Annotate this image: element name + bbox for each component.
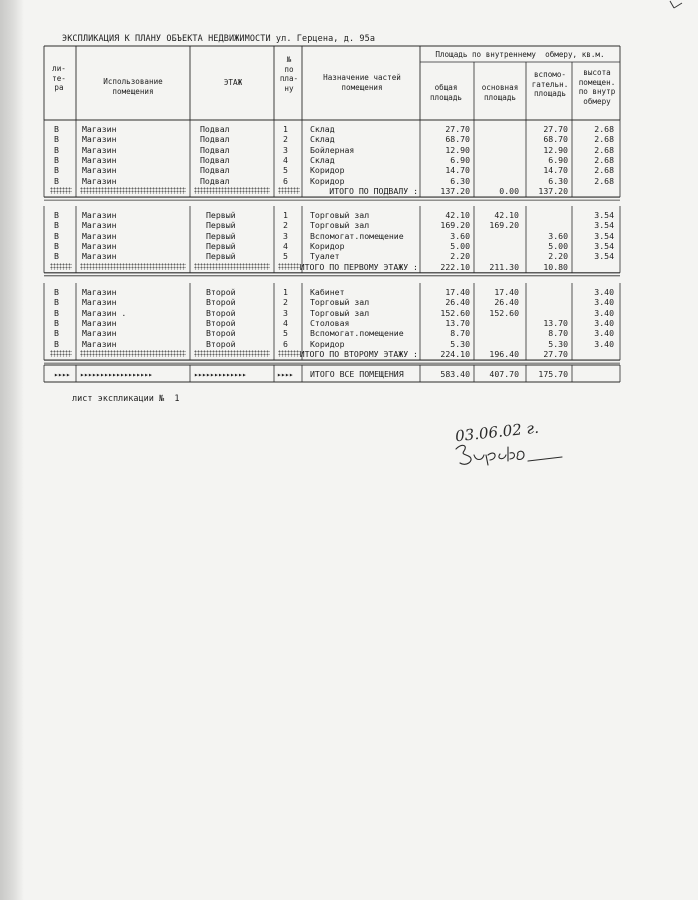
row-usage: Магазин [82, 124, 117, 134]
row-aux: 8.70 [548, 328, 568, 339]
header-height: высота помещен. по внутр обмеру [578, 68, 616, 106]
row-purpose: Коридор [310, 240, 345, 251]
row-height: 3.40 [594, 287, 614, 297]
row-height: 3.40 [594, 297, 614, 308]
row-height: 3.54 [594, 251, 614, 262]
row-height: 2.68 [594, 165, 614, 176]
header-main: основная площадь [481, 83, 519, 102]
row-height: 2.68 [594, 124, 614, 134]
row-floor: Второй [206, 317, 236, 328]
row-usage: Магазин [82, 287, 117, 297]
row-total: 27.70 [445, 124, 470, 134]
row-litera: В [54, 220, 59, 231]
row-usage: Магазин [82, 210, 117, 220]
row-aux: 6.90 [548, 154, 568, 165]
row-floor: Второй [206, 328, 236, 339]
row-floor: Первый [206, 230, 236, 241]
row-aux: 5.30 [548, 338, 568, 349]
row-total: 169.20 [440, 220, 470, 231]
row-floor: Первый [206, 220, 236, 231]
row-num: 3 [283, 230, 288, 241]
filler-dots [50, 187, 72, 194]
row-height: 3.40 [594, 338, 614, 349]
row-floor: Подвал [200, 175, 230, 186]
row-usage: Магазин [82, 154, 117, 165]
row-aux: 3.60 [548, 230, 568, 241]
row-usage: Магазин [82, 240, 117, 251]
row-purpose: Туалет [310, 251, 340, 262]
subtotal-label: ИТОГО ПО ВТОРОМУ ЭТАЖУ : [299, 348, 418, 359]
row-total: 152.60 [440, 307, 470, 318]
row-num: 2 [283, 220, 288, 231]
row-usage: Магазин [82, 175, 117, 186]
header-total: общая площадь [429, 83, 462, 102]
row-height: 3.54 [594, 210, 614, 220]
row-num: 3 [283, 307, 288, 318]
row-total: 42.10 [445, 210, 470, 220]
row-floor: Второй [206, 287, 236, 297]
row-purpose: Склад [310, 124, 335, 134]
row-floor: Первый [206, 240, 236, 251]
row-aux: 27.70 [543, 124, 568, 134]
subtotal-total: 224.10 [440, 348, 470, 359]
row-litera: В [54, 251, 59, 262]
row-num: 5 [283, 328, 288, 339]
subtotal-aux: 137.20 [538, 185, 568, 196]
row-litera: В [54, 165, 59, 176]
row-num: 5 [283, 165, 288, 176]
row-purpose: Торговый зал [310, 297, 370, 308]
row-floor: Подвал [200, 134, 230, 145]
row-total: 26.40 [445, 297, 470, 308]
row-litera: В [54, 328, 59, 339]
row-purpose: Склад [310, 154, 335, 165]
row-num: 4 [283, 154, 288, 165]
row-usage: Магазин [82, 165, 117, 176]
grand-total-main: 407.70 [489, 369, 519, 379]
row-litera: В [54, 210, 59, 220]
subtotal-aux: 10.80 [543, 261, 568, 272]
sheet-number: лист экспликации № 1 [72, 394, 180, 404]
row-total: 5.00 [450, 240, 470, 251]
row-litera: В [54, 134, 59, 145]
row-main: 42.10 [494, 210, 519, 220]
grand-total-label: ИТОГО ВСЕ ПОМЕЩЕНИЯ [310, 369, 404, 379]
row-floor: Первый [206, 251, 236, 262]
row-height: 3.54 [594, 240, 614, 251]
filler-dots [80, 350, 186, 357]
row-height: 2.68 [594, 144, 614, 155]
subtotal-main: 211.30 [489, 261, 519, 272]
row-litera: В [54, 317, 59, 328]
row-purpose: Вспомогат.помещение [310, 230, 404, 241]
row-purpose: Склад [310, 134, 335, 145]
row-usage: Магазин [82, 338, 117, 349]
row-usage: Магазин [82, 328, 117, 339]
row-main: 17.40 [494, 287, 519, 297]
row-floor: Подвал [200, 124, 230, 134]
row-total: 6.90 [450, 154, 470, 165]
row-total: 5.30 [450, 338, 470, 349]
subtotal-total: 222.10 [440, 261, 470, 272]
row-aux: 2.20 [548, 251, 568, 262]
row-aux: 5.00 [548, 240, 568, 251]
header-floor: ЭТАЖ [223, 78, 243, 87]
row-num: 5 [283, 251, 288, 262]
row-litera: В [54, 175, 59, 186]
row-num: 4 [283, 240, 288, 251]
row-floor: Второй [206, 338, 236, 349]
signature [452, 441, 564, 471]
row-aux: 12.90 [543, 144, 568, 155]
row-total: 68.70 [445, 134, 470, 145]
row-floor: Второй [206, 307, 236, 318]
header-usage: Использование помещения [103, 77, 163, 96]
row-floor: Второй [206, 297, 236, 308]
subtotal-label: ИТОГО ПО ПЕРВОМУ ЭТАЖУ : [299, 261, 418, 272]
handwritten-date: 03.06.02 г. [454, 418, 540, 446]
header-aux: вспомо- гательн. площадь [531, 70, 569, 98]
row-total: 3.60 [450, 230, 470, 241]
document-title: ЭКСПЛИКАЦИЯ К ПЛАНУ ОБЪЕКТА НЕДВИЖИМОСТИ ул. Герцена, д. 95а [62, 34, 376, 44]
row-aux: 68.70 [543, 134, 568, 145]
row-usage: Магазин [82, 134, 117, 145]
row-litera: В [54, 287, 59, 297]
subtotal-total: 137.20 [440, 185, 470, 196]
row-litera: В [54, 230, 59, 241]
filler-arrows: ▸▸▸▸ [277, 370, 294, 379]
row-purpose: Столовая [310, 317, 350, 328]
row-num: 1 [283, 124, 288, 134]
row-litera: В [54, 297, 59, 308]
header-area-group: Площадь по внутреннему обмеру, кв.м. [435, 50, 605, 59]
row-total: 2.20 [450, 251, 470, 262]
row-num: 1 [283, 210, 288, 220]
header-litera: ли- те- ра [52, 64, 66, 92]
row-total: 12.90 [445, 144, 470, 155]
row-total: 14.70 [445, 165, 470, 176]
row-usage: Магазин [82, 230, 117, 241]
row-litera: В [54, 144, 59, 155]
row-purpose: Торговый зал [310, 210, 370, 220]
row-purpose: Торговый зал [310, 220, 370, 231]
row-height: 3.40 [594, 328, 614, 339]
subtotal-aux: 27.70 [543, 348, 568, 359]
row-purpose: Коридор [310, 175, 345, 186]
row-height: 3.40 [594, 307, 614, 318]
row-height: 3.54 [594, 230, 614, 241]
row-main: 26.40 [494, 297, 519, 308]
row-total: 13.70 [445, 317, 470, 328]
row-floor: Подвал [200, 154, 230, 165]
row-litera: В [54, 240, 59, 251]
row-usage: Магазин [82, 251, 117, 262]
row-floor: Подвал [200, 165, 230, 176]
subtotal-label: ИТОГО ПО ПОДВАЛУ : [329, 185, 418, 196]
row-height: 3.40 [594, 317, 614, 328]
row-litera: В [54, 307, 59, 318]
row-total: 6.30 [450, 175, 470, 186]
row-num: 6 [283, 175, 288, 186]
row-total: 8.70 [450, 328, 470, 339]
row-num: 2 [283, 297, 288, 308]
filler-dots [50, 350, 72, 357]
row-usage: Магазин . [82, 307, 127, 318]
row-litera: В [54, 154, 59, 165]
row-purpose: Коридор [310, 338, 345, 349]
row-num: 6 [283, 338, 288, 349]
row-main: 169.20 [489, 220, 519, 231]
filler-arrows: ▸▸▸▸▸▸▸▸▸▸▸▸▸▸▸▸▸▸ [80, 370, 153, 379]
filler-arrows: ▸▸▸▸▸▸▸▸▸▸▸▸▸ [194, 370, 247, 379]
row-num: 4 [283, 317, 288, 328]
header-purpose: Назначение частей помещения [323, 73, 401, 92]
row-num: 3 [283, 144, 288, 155]
row-num: 1 [283, 287, 288, 297]
row-num: 2 [283, 134, 288, 145]
filler-dots [80, 263, 186, 270]
row-total: 17.40 [445, 287, 470, 297]
row-height: 2.68 [594, 154, 614, 165]
row-aux: 13.70 [543, 317, 568, 328]
row-aux: 14.70 [543, 165, 568, 176]
row-purpose: Вспомогат.помещение [310, 328, 404, 339]
row-purpose: Коридор [310, 165, 345, 176]
row-usage: Магазин [82, 220, 117, 231]
row-litera: В [54, 124, 59, 134]
row-usage: Магазин [82, 317, 117, 328]
subtotal-main: 196.40 [489, 348, 519, 359]
row-height: 3.54 [594, 220, 614, 231]
filler-dots [50, 263, 72, 270]
row-height: 2.68 [594, 175, 614, 186]
filler-dots [80, 187, 186, 194]
filler-arrows: ▸▸▸▸ [54, 370, 71, 379]
row-usage: Магазин [82, 144, 117, 155]
row-litera: В [54, 338, 59, 349]
row-floor: Подвал [200, 144, 230, 155]
row-purpose: Бойлерная [310, 144, 355, 155]
row-height: 2.68 [594, 134, 614, 145]
row-aux: 6.30 [548, 175, 568, 186]
row-main: 152.60 [489, 307, 519, 318]
row-floor: Первый [206, 210, 236, 220]
subtotal-main: 0.00 [499, 185, 519, 196]
grand-total-total: 583.40 [440, 369, 470, 379]
row-purpose: Кабинет [310, 287, 345, 297]
grand-total-aux: 175.70 [538, 369, 568, 379]
row-purpose: Торговый зал [310, 307, 370, 318]
row-usage: Магазин [82, 297, 117, 308]
header-num: № по пла- ну [279, 55, 299, 93]
